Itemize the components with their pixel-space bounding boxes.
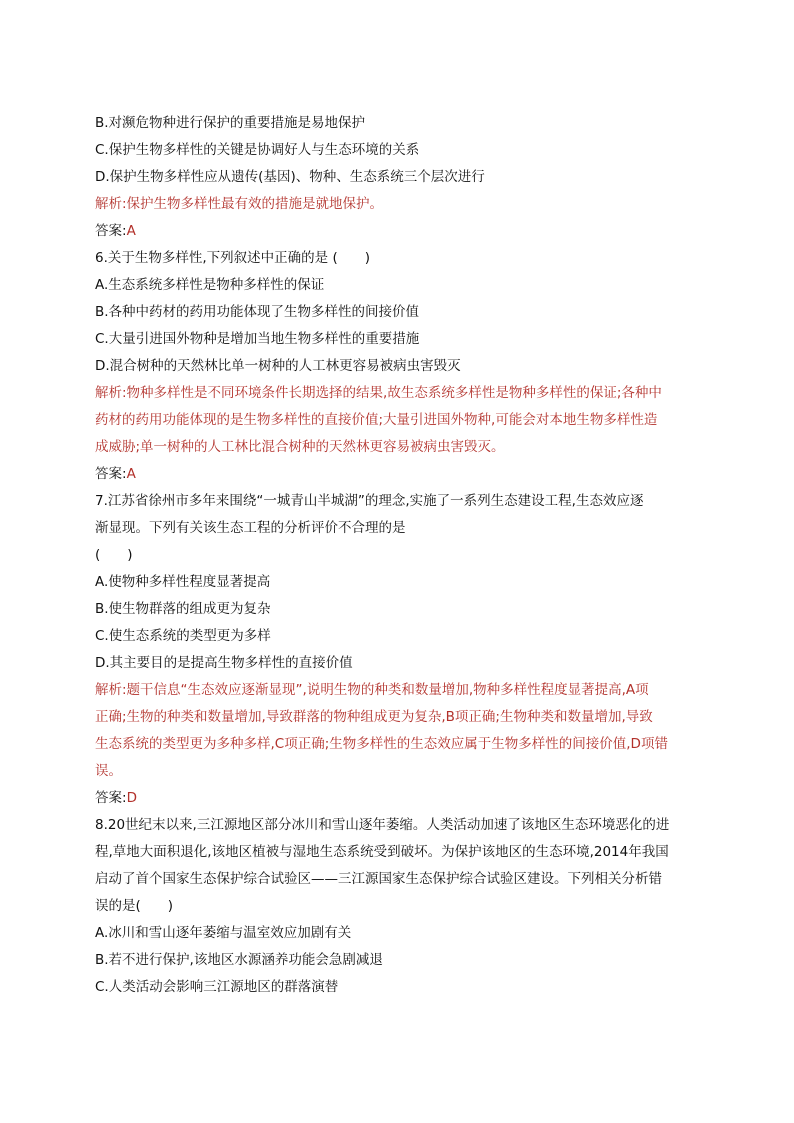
q5-answer-value: A [126,223,136,239]
q8-option-c: C.人类活动会影响三江源地区的群落演替 [95,979,339,995]
q5-option-d: D.保护生物多样性应从遗传(基因)、物种、生态系统三个层次进行 [95,169,485,185]
q7-answer [95,785,705,812]
q8-stem-line-4: 误的是( ) [95,898,174,914]
q8-stem-line-2: 程,草地大面积退化,该地区植被与湿地生态系统受到破坏。为保护该地区的生态环境,2014年我国 [95,844,669,860]
q8-stem-line-1: 8.20世纪末以来,三江源地区部分冰川和雪山逐年萎缩。人类活动加速了该地区生态环境恶化的进 [95,817,670,833]
q5-option-c: C.保护生物多样性的关键是协调好人与生态环境的关系 [95,142,420,158]
q6-option-d: D.混合树种的天然林比单一树种的人工林更容易被病虫害毁灭 [95,358,461,374]
q7-answer-value: D [126,790,137,806]
q8-option-b: B.若不进行保护,该地区水源涵养功能会急剧减退 [95,952,383,968]
q5-option-b: B.对濒危物种进行保护的重要措施是易地保护 [95,115,366,131]
q5-answer [95,218,705,245]
q7-analysis-line-3: 生态系统的类型更为多种多样,C项正确;生物多样性的生态效应属于生物多样性的间接价值,D项错 [95,736,668,752]
q7-option-b: B.使生物群落的组成更为复杂 [95,601,271,617]
q6-stem: 6.关于生物多样性,下列叙述中正确的是 ( ) [95,250,370,266]
q6-option-a: A.生态系统多样性是物种多样性的保证 [95,277,325,293]
q7-stem-line-3: ( ) [95,547,133,563]
q7-analysis-line-2: 正确;生物的种类和数量增加,导致群落的物种组成更为复杂,B项正确;生物种类和数量增加,导致 [95,709,653,725]
q7-answer-label: 答案: [95,790,127,806]
q5-answer-label: 答案: [95,223,127,239]
q7-option-c: C.使生态系统的类型更为多样 [95,628,271,644]
q7-stem-line-2: 渐显现。下列有关该生态工程的分析评价不合理的是 [95,520,406,536]
q8-option-a: A.冰川和雪山逐年萎缩与温室效应加剧有关 [95,925,352,941]
q6-option-c: C.大量引进国外物种是增加当地生物多样性的重要措施 [95,331,420,347]
q7-option-d: D.其主要目的是提高生物多样性的直接价值 [95,655,353,671]
q6-answer-label: 答案: [95,466,127,482]
q6-analysis-line-2: 药材的药用功能体现的是生物多样性的直接价值;大量引进国外物种,可能会对本地生物多样性造 [95,412,658,428]
q7-option-a: A.使物种多样性程度显著提高 [95,574,271,590]
q6-analysis-line-1: 解析:物种多样性是不同环境条件长期选择的结果,故生态系统多样性是物种多样性的保证;各种中 [95,385,662,401]
q6-answer-value: A [126,466,136,482]
q6-option-b: B.各种中药材的药用功能体现了生物多样性的间接价值 [95,304,420,320]
q8-stem-line-3: 启动了首个国家生态保护综合试验区——三江源国家生态保护综合试验区建设。下列相关分析错 [95,871,662,887]
q6-answer [95,461,705,488]
q7-analysis-line-4: 误。 [95,763,122,779]
q7-analysis-line-1: 解析:题干信息“生态效应逐渐显现”,说明生物的种类和数量增加,物种多样性程度显著提高,A项 [95,682,649,698]
q6-analysis-line-3: 成威胁;单一树种的人工林比混合树种的天然林更容易被病虫害毁灭。 [95,439,505,455]
q5-analysis: 解析:保护生物多样性最有效的措施是就地保护。 [95,196,384,212]
document-content [95,110,705,1001]
q7-stem-line-1: 7.江苏省徐州市多年来围绕“一城青山半城湖”的理念,实施了一系列生态建设工程,生态效应逐 [95,493,644,509]
